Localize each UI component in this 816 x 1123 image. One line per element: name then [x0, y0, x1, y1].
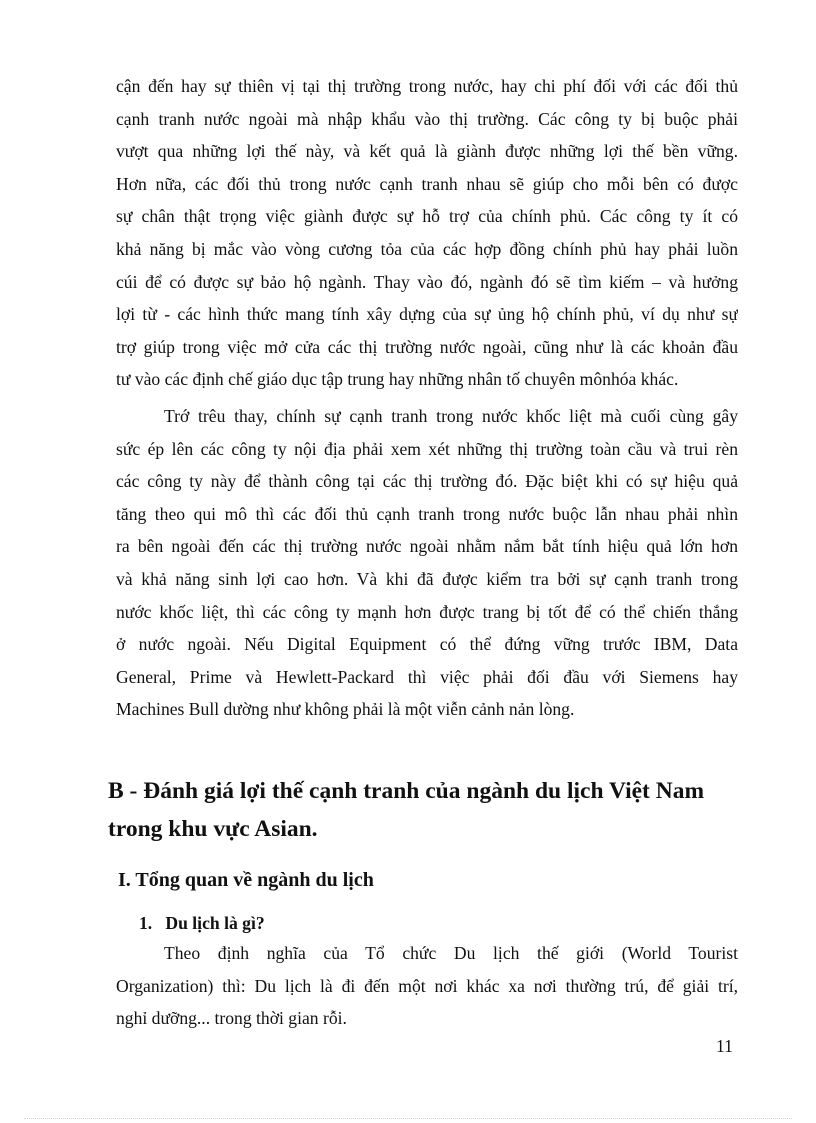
text-line: Machines Bull dường như không phải là một viễn cảnh nản lòng.: [116, 699, 575, 720]
text-line: tăng theo qui mô thì các đối thủ cạnh tranh trong nước buộc lẫn nhau phải nhìn: [116, 503, 738, 524]
text-line: cạnh tranh nước ngoài mà nhập khẩu vào thị trường. Các công ty bị buộc phải: [116, 108, 738, 129]
text-line: Hơn nữa, các đối thủ trong nước cạnh tranh nhau sẽ giúp cho mỗi bên có được: [116, 173, 738, 194]
body-paragraph-1: [116, 70, 738, 396]
text-line: nghỉ dưỡng... trong thời gian rỗi.: [116, 1008, 347, 1029]
page-number: 11: [716, 1036, 733, 1056]
text-line: vượt qua những lợi thế này, và kết quả là giành được những lợi thế bền vững.: [116, 141, 738, 162]
footer-divider: [24, 1118, 792, 1119]
section-i-heading: I. Tổng quan về ngành du lịch: [118, 869, 374, 891]
text-line: ở nước ngoài. Nếu Digital Equipment có thể đứng vững trước IBM, Data: [116, 634, 738, 655]
text-line: khả năng bị mắc vào vòng cương tỏa của các hợp đồng chính phủ hay phải luồn: [116, 238, 738, 259]
text-line: các công ty này để thành công tại các thị trường đó. Đặc biệt khi có sự hiệu quả: [116, 471, 738, 492]
section-b-heading-line1: B - Đánh giá lợi thế cạnh tranh của ngành du lịch Việt Nam: [108, 778, 705, 804]
subsection-title: Du lịch là gì?: [165, 913, 265, 933]
text-line: nước khốc liệt, thì các công ty mạnh hơn được trang bị tốt để có thể chiến thắng: [116, 601, 738, 622]
text-line: General, Prime và Hewlett-Packard thì việc phải đối đầu với Siemens hay: [116, 666, 738, 687]
body-paragraph-3: [116, 937, 738, 1035]
section-b-heading: [108, 772, 748, 848]
subsection-number: 1.: [139, 913, 153, 933]
text-line: lợi từ - các hình thức mang tính xây dựng của sự ủng hộ chính phủ, ví dụ như sự: [116, 304, 738, 325]
body-paragraph-2: [116, 400, 738, 726]
text-line: ra bên ngoài đến các thị trường nước ngoài nhằm nắm bắt tính hiệu quả lớn hơn: [116, 536, 738, 557]
text-line: trợ giúp trong việc mở cửa các thị trường nước ngoài, cũng như là các khoản đầu: [116, 336, 738, 357]
text-line: cúi để có được sự bảo hộ ngành. Thay vào đó, ngành đó sẽ tìm kiếm – và hưởng: [116, 271, 738, 292]
subsection-1-heading: [139, 910, 265, 936]
text-line: Organization) thì: Du lịch là đi đến một nơi khác xa nơi thường trú, để giải trí,: [116, 975, 738, 996]
text-line: Trớ trêu thay, chính sự cạnh tranh trong nước khốc liệt mà cuối cùng gây: [164, 406, 738, 426]
text-line: cận đến hay sự thiên vị tại thị trường trong nước, hay chi phí đối với các đối thủ: [116, 76, 738, 96]
text-line: sức ép lên các công ty nội địa phải xem xét những thị trường toàn cầu và trui rèn: [116, 438, 738, 459]
text-line: tư vào các định chế giáo dục tập trung hay những nhân tố chuyên mônhóa khác.: [116, 369, 679, 390]
text-line: Theo định nghĩa của Tổ chức Du lịch thế giới (World Tourist: [164, 943, 738, 963]
text-line: sự chân thật trọng việc giành được sự hỗ trợ của chính phủ. Các công ty ít có: [116, 206, 738, 227]
section-b-heading-line2: trong khu vực Asian.: [108, 816, 318, 842]
text-line: và khả năng sinh lợi cao hơn. Và khi đã được kiểm tra bởi sự cạnh tranh trong: [116, 568, 738, 589]
